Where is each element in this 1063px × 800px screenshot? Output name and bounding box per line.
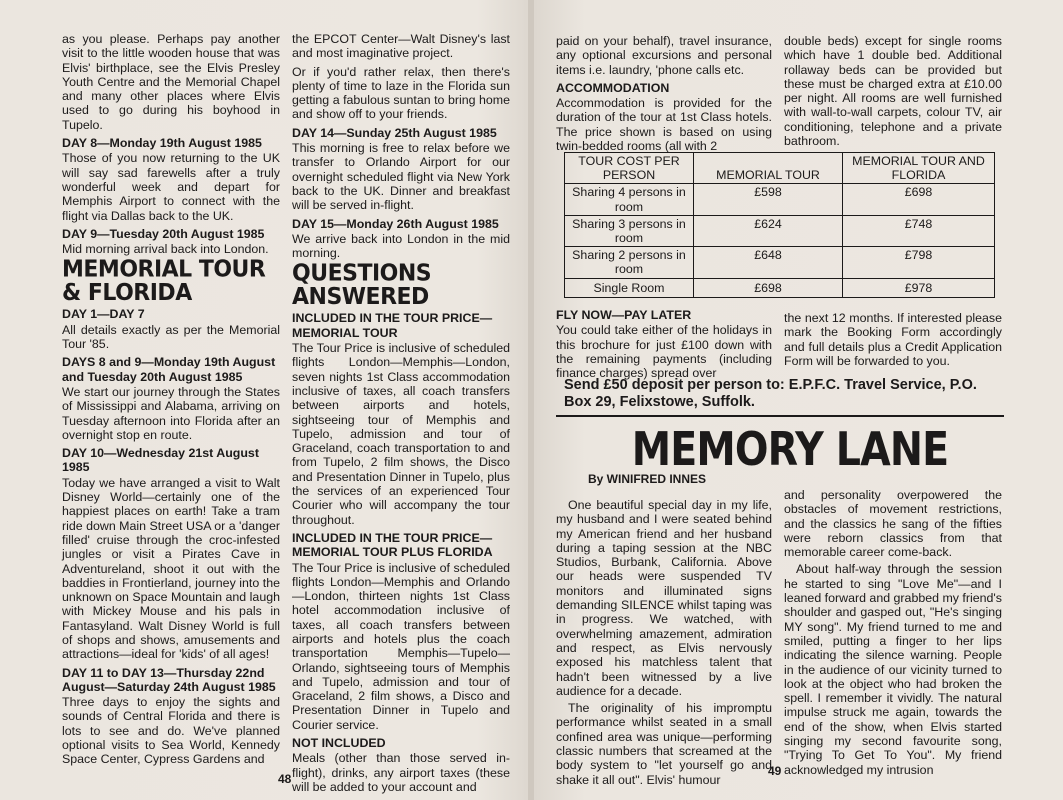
header-tour-cost: TOUR COST PER PERSON [565,153,694,184]
tour-cost-table [564,152,995,298]
page-number-right: 49 [768,764,782,778]
row-label: Sharing 4 persons in room [565,184,694,215]
not-included-heading: NOT INCLUDED [292,736,386,751]
florida-price: £748 [843,215,995,246]
header-memorial-tour: MEMORIAL TOUR [694,153,843,184]
day15-text: We arrive back into London in the mid morning. [292,231,510,261]
day1-heading: DAY 1—DAY 7 [62,307,145,322]
not-included-text: Meals (other than those served in-flight), drinks, any airport taxes (these will be added to your account and [292,751,510,794]
day10-text: Today we have arranged a visit to Walt Disney World—certainly one of the happiest places on earth! Take a tram ride down Main Street USA or a 'danger filled' cruise through the croc-infested jungles or visit a Pirates Cave in Adventureland, shoot it out with the baddies in Frontierland, journey into the unknown on Space Mountain and laugh with Mickey Mouse and his pals in Fantasyland. Walt Disney World is full of shops and shows, amusements and attractions—ideal for 'kids' of all ages! [62,475,280,662]
florida-price: £698 [843,184,995,215]
table-header-row [565,153,995,184]
header-memorial-florida: MEMORIAL TOUR AND FLORIDA [843,153,995,184]
included-memorial-text: The Tour Price is inclusive of scheduled flights London—Memphis—London, seven nights 1st Class accommodation inclusive of taxes, all coach transfers between airports and hotels, sightseeing tour of Memphis and Tupelo, admission and tour of Graceland, coach transportation to and from Tupelo, 2 film shows, the Disco and Presentation Dinner in Tupelo, plus the services of an experienced Tour Courier who will accompany the tour throughout. [292,341,510,527]
row-label: Sharing 2 persons in room [565,247,694,278]
row-label: Single Room [565,278,694,297]
included-florida-text: The Tour Price is inclusive of scheduled flights London—Memphis and Orlando—London, thirteen nights 1st Class hotel accommodation inclusive of taxes, all coach transfers between airports and hotels plus the coach transportation Memphis—Tupelo—Orlando, sightseeing tours of Memphis and Tupelo, admission and tour of Graceland, 2 film shows, a Disco and Presentation Dinner in Tupelo and Courier service. [292,560,510,732]
epcot-paragraph: the EPCOT Center—Walt Disney's last and most imaginative project. [292,32,510,61]
days89-text: We start our journey through the States of Mississippi and Alabama, arriving on Tuesday afternoon into Florida after an overnight stop en route. [62,384,280,442]
article-paragraph-4: About half-way through the session he started to sing "Love Me"—and I leaned forward and grabbed my friend's shoulder and gasped out, "He's singing MY song". My friend turned to me and smiled, putting a finger to her lips indicating the silence warning. People in the audience of our vicinity turned to look at the object who had broken the spell. I remember it vividly. The natural impulse struck me again, towards the end of the show, when Elvis started singing my second favourite song, "Trying To Get To You". My friend acknowledged my intrusion [784,562,1002,777]
day1-text: All details exactly as per the Memorial Tour '85. [62,322,280,352]
day11-text: Three days to enjoy the sights and sounds of Central Florida and there is lots to see and do. We've planned optional visits to Sea World, Kennedy Space Center, Cypress Gardens and [62,695,280,767]
table-row [565,184,995,215]
day8-heading: DAY 8—Monday 19th August 1985 [62,136,262,151]
fly-now-heading: FLY NOW—PAY LATER [556,308,692,322]
article-paragraph-3: and personality overpowered the obstacles of movement restrictions, and the classics he sang of the fifties were reborn classics from that memorable career come-back. [784,488,1002,560]
deposit-address: Send £50 deposit per person to: E.P.F.C. Travel Service, P.O. Box 29, Felixstowe, Suffolk. [564,377,977,410]
article-byline: By WINIFRED INNES [588,472,707,486]
day10-heading: DAY 10—Wednesday 21st August 1985 [62,446,259,475]
right-top-column-2 [784,34,1002,152]
day8-text: Those of you now returning to the UK will say sad farewells after a truly wonderful week and depart for Memphis Airport to connect with the flight via Dallas back to the UK. [62,151,280,223]
fly-now-column-2 [784,311,1002,372]
section-title-memorial-florida: MEMORIAL TOUR & FLORIDA [62,257,266,307]
row-label: Sharing 3 persons in room [565,215,694,246]
day14-heading: DAY 14—Sunday 25th August 1985 [292,125,497,140]
table-row [565,278,995,297]
memorial-price: £648 [694,247,843,278]
table-row [565,215,995,246]
article-column-1 [556,498,772,791]
florida-price: £978 [843,278,995,297]
article-paragraph-1: One beautiful special day in my life, my husband and I were seated behind my American friend and her husband during a taping session at the NBC Studios, Burbank, California. Above our heads were suspended TV monitors and illuminated signs demanding SILENCE whilst taping was in progress. We watched, with overwhelming amazement, admiration and respect, as Elvis nervously exposed his matchless talent that hadn't been witnessed by a live audience for a decade. [556,498,772,698]
day9-text: Mid morning arrival back into London. [62,242,269,257]
table-row [565,247,995,278]
memorial-price: £698 [694,278,843,297]
day15-heading: DAY 15—Monday 26th August 1985 [292,216,499,231]
fly-now-column-1 [556,305,772,384]
florida-price: £798 [843,247,995,278]
day14-text: This morning is free to relax before we transfer to Orlando Airport for our overnight scheduled flight via New York back to the UK. Dinner and breakfast will be served in-flight. [292,141,510,213]
day9-heading: DAY 9—Tuesday 20th August 1985 [62,226,265,241]
accommodation-text: Accommodation is provided for the duration of the tour at 1st Class hotels. The price shown is based on using twin-bedded rooms (all with 2 [556,96,772,154]
continued-paragraph: paid on your behalf), travel insurance, any optional excursions and personal items i.e. laundry, 'phone calls etc. [556,34,772,77]
memorial-price: £624 [694,215,843,246]
memorial-price: £598 [694,184,843,215]
intro-paragraph: as you please. Perhaps pay another visit to the little wooden house that was Elvis' birthplace, see the Elvis Presley Youth Centre and the Memorial Chapel and many other places where Elvis used to go during his boyhood in Tupelo. [62,32,280,132]
left-column-1 [62,32,280,771]
divider-rule [556,415,1004,417]
article-title: MEMORY LANE [631,422,949,476]
relax-paragraph: Or if you'd rather relax, then there's plenty of time to laze in the Florida sun getting a fabulous suntan to bring home and show off to your friends. [292,64,510,122]
included-memorial-heading: INCLUDED IN THE TOUR PRICE—MEMORIAL TOUR [292,311,493,340]
section-title-questions: QUESTIONS ANSWERED [292,261,432,311]
days89-heading: DAYS 8 and 9—Monday 19th August and Tuesday 20th August 1985 [62,355,276,384]
accommodation-text-cont: double beds) except for single rooms which have 1 double bed. Additional rollaway beds can be provided but these must be charged extra at £10.00 per night. All rooms are well furnished with wall-to-wall carpets, colour TV, air conditioning, telephone and a private bathroom. [784,34,1002,149]
page-number-left: 48 [278,772,292,786]
left-column-2 [292,32,510,798]
accommodation-heading: ACCOMMODATION [556,80,670,95]
book-gutter [528,0,534,800]
article-paragraph-2: The originality of his impromptu performance whilst seated in a small confined area was unique—performing classic numbers that screamed at the body system to "let yourself go and shake it all out". Elvis' humour [556,701,772,787]
fly-now-text-cont: the next 12 months. If interested please mark the Booking Form accordingly and full details plus a Credit Application Form will be forwarded to you. [784,311,1002,368]
day11-heading: DAY 11 to DAY 13—Thursday 22nd August—Saturday 24th August 1985 [62,665,276,694]
included-florida-heading: INCLUDED IN THE TOUR PRICE—MEMORIAL TOUR PLUS FLORIDA [292,530,493,560]
fly-now-text: You could take either of the holidays in this brochure for just £100 down with the remaining payments (including finance charges) spread over [556,323,772,381]
article-column-2 [784,488,1002,781]
right-top-column-1 [556,34,772,157]
